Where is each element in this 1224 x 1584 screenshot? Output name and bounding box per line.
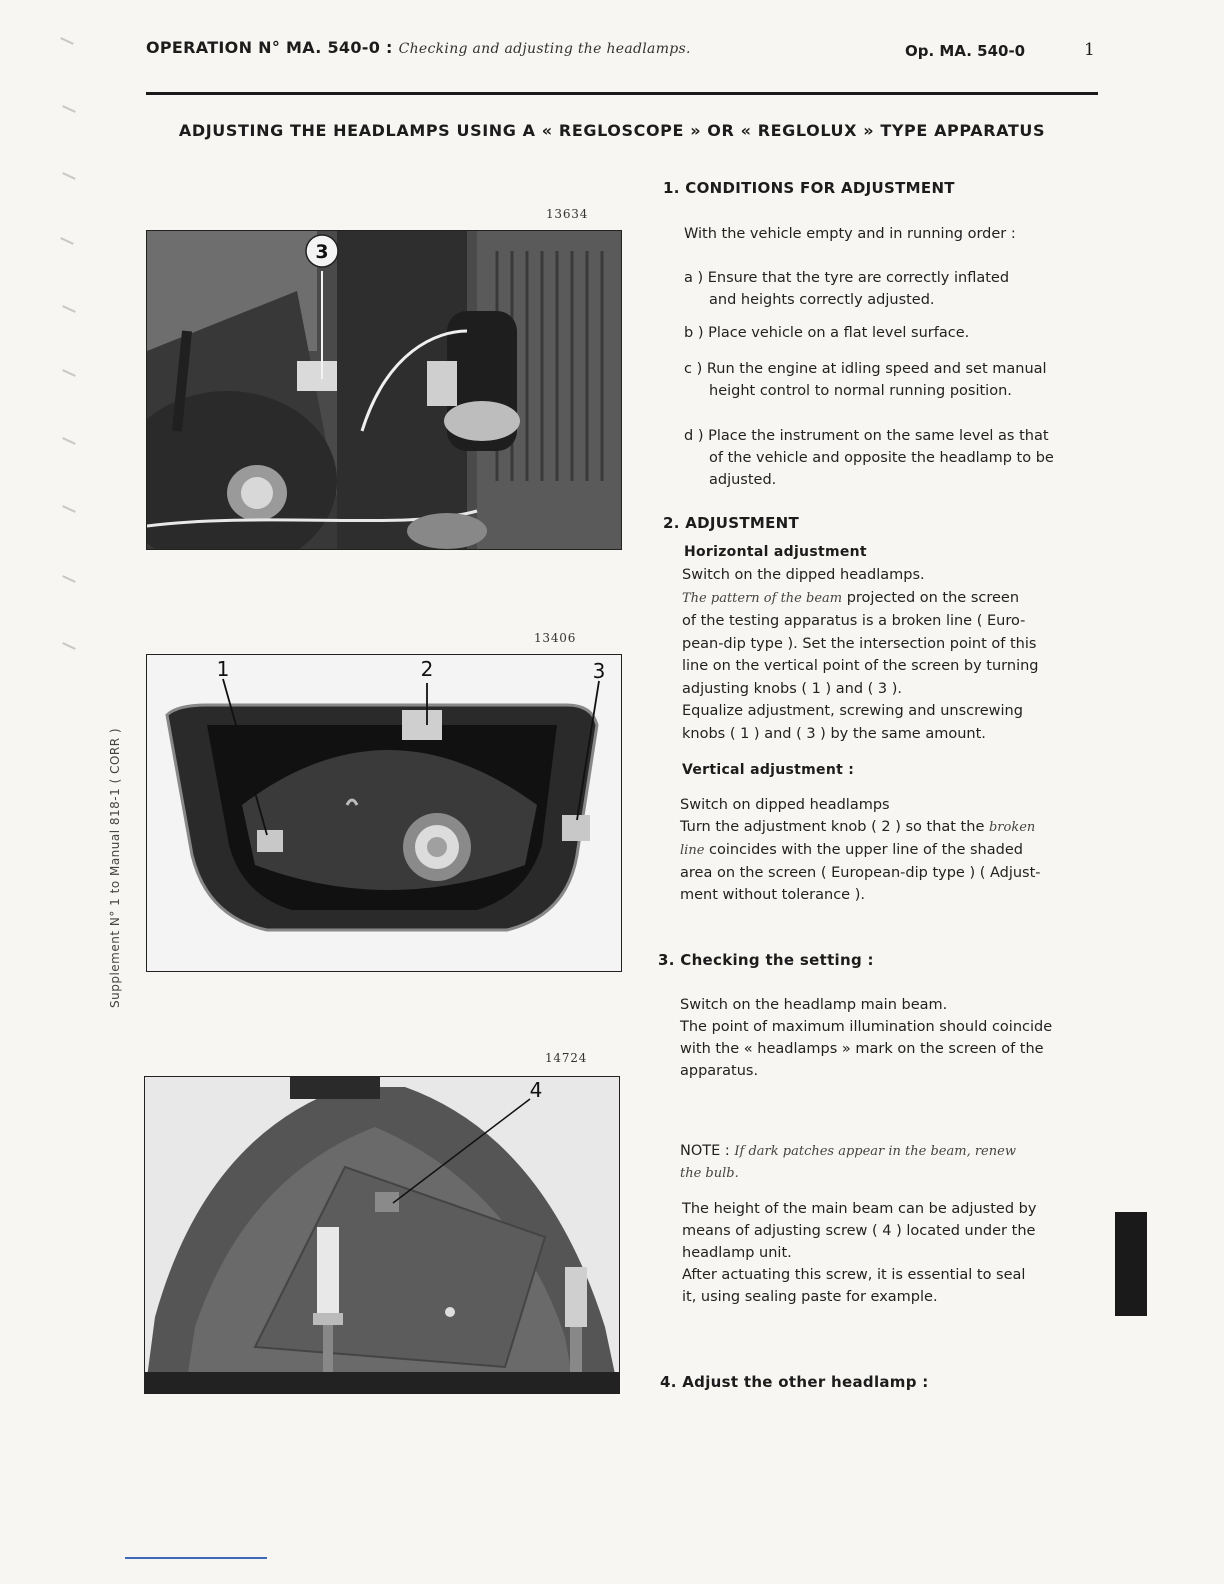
footer-line (125, 1557, 267, 1559)
figure-number: 14724 (545, 1051, 588, 1065)
condition-d: d ) Place the instrument on the same level as that of the vehicle and opposite the headlamp to be adjusted. (684, 428, 1054, 488)
section-other-headlamp-heading: 4. Adjust the other headlamp : (660, 1373, 929, 1391)
section-adjustment-heading: 2. ADJUSTMENT (663, 514, 800, 532)
condition-a: a ) Ensure that the tyre are correctly inflated and heights correctly adjusted. (684, 270, 1010, 308)
headlamp-rear-photo (146, 654, 622, 972)
headlamp-underside-photo (144, 1076, 620, 1394)
callout-3: 3 (315, 241, 329, 263)
condition-c: c ) Run the engine at idling speed and set manual height control to normal running position. (684, 361, 1047, 399)
page-number: 1 (1084, 40, 1095, 60)
operation-subtitle: Checking and adjusting the headlamps. (398, 41, 691, 57)
horizontal-adjustment-text: Switch on the dipped headlamps. The pattern of the beam projected on the screen of the testing apparatus is a broken line ( Euro- pean-dip type ). Set the intersection point of this line on the vertical point of the screen by turning adjusting knobs ( 1 ) and ( 3 ). Equalize adjustment, screwing and unscrewing knobs ( 1 ) and ( 3 ) by the same amount. (682, 567, 1039, 742)
vertical-adjustment-text: Switch on dipped headlamps Turn the adjustment knob ( 2 ) so that the broken line coincides with the upper line of the shaded area on the screen ( European-dip type ) ( Adjust- ment without tolerance ). (680, 797, 1041, 903)
section-conditions-heading: 1. CONDITIONS FOR ADJUSTMENT (663, 179, 955, 197)
callout-4: 4 (529, 1078, 543, 1102)
callout-3: 3 (592, 659, 606, 683)
margin-mark (62, 369, 76, 377)
page-title: ADJUSTING THE HEADLAMPS USING A « REGLOSCOPE » OR « REGLOLUX » TYPE APPARATUS (178, 121, 1046, 140)
condition-b: b ) Place vehicle on a flat level surface. (684, 325, 970, 341)
operation-header (146, 38, 691, 57)
operation-number: OPERATION N° MA. 540-0 : (146, 38, 393, 57)
beam-pattern-term: The pattern of the beam (682, 590, 843, 606)
margin-mark (62, 437, 76, 445)
operation-ref: Op. MA. 540-0 (905, 42, 1026, 60)
checking-text: Switch on the headlamp main beam. The point of maximum illumination should coincide with the « headlamps » mark on the screen of the apparatus. (680, 997, 1053, 1079)
margin-mark (60, 237, 74, 245)
supplement-note: Supplement N° 1 to Manual 818-1 ( CORR ) (108, 727, 122, 1008)
section-checking-heading: 3. Checking the setting : (658, 951, 874, 969)
margin-mark (60, 37, 74, 45)
margin-mark (62, 575, 76, 583)
margin-mark (62, 505, 76, 513)
note-label: NOTE : (680, 1143, 730, 1159)
margin-mark (62, 642, 76, 650)
margin-mark (62, 105, 76, 113)
page-edge-tab (1115, 1212, 1147, 1316)
main-beam-text: The height of the main beam can be adjusted by means of adjusting screw ( 4 ) located under the headlamp unit. After actuating this screw, it is essential to seal it, using sealing paste for example. (682, 1201, 1037, 1305)
margin-mark (62, 305, 76, 313)
horizontal-adjustment-heading: Horizontal adjustment (684, 544, 867, 560)
section-conditions-intro: With the vehicle empty and in running order : (684, 226, 1016, 242)
bulb-note: NOTE : If dark patches appear in the beam, renew the bulb. (680, 1143, 1016, 1181)
figure-number: 13406 (534, 631, 577, 645)
figure-number: 13634 (546, 207, 589, 221)
vertical-adjustment-heading: Vertical adjustment : (682, 762, 855, 778)
header-rule (146, 92, 1098, 95)
engine-bay-photo (146, 230, 622, 550)
callout-1: 1 (216, 657, 230, 681)
margin-mark (62, 172, 76, 180)
callout-2: 2 (420, 657, 434, 681)
